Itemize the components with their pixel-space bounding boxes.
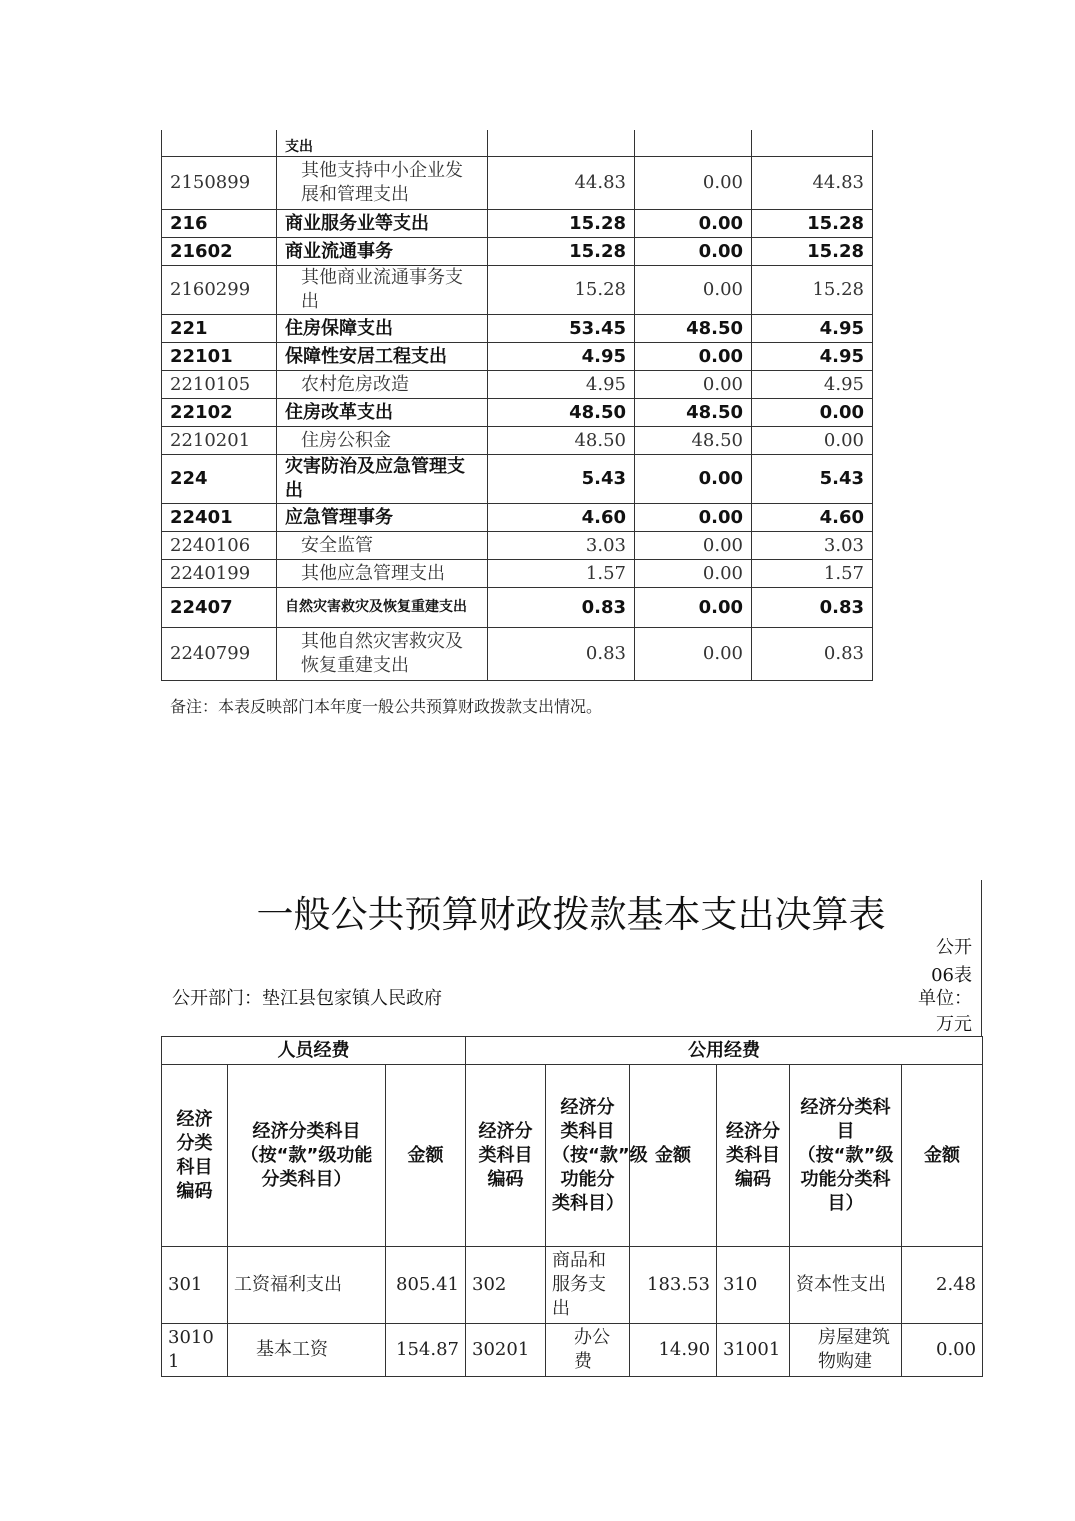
cell-total: 4.60 [488,504,635,532]
cell-amount1: 154.87 [386,1324,466,1377]
cell-name: 其他应急管理支出 [277,560,488,588]
cell-code2: 302 [466,1247,546,1324]
table-row [162,1247,983,1324]
cell-project [752,130,873,157]
table-number: 公开06表 [931,937,972,986]
header-amount3: 金额 [902,1065,983,1247]
cell-project: 4.95 [752,343,873,371]
cell-name: 商业流通事务 [277,238,488,266]
cell-code3: 310 [717,1247,790,1324]
cell-code [162,130,277,157]
cell-project: 15.28 [752,210,873,238]
cell-amount2: 14.90 [630,1324,717,1377]
cell-basic: 0.00 [635,504,752,532]
cell-code: 22102 [162,399,277,427]
table-row [162,588,873,628]
cell-name: 住房公积金 [277,427,488,455]
cell-code: 216 [162,210,277,238]
header-code1: 经济分类科目编码 [162,1065,228,1247]
table-row [162,560,873,588]
cell-name: 其他自然灾害救灾及恢复重建支出 [277,628,488,681]
cell-amount2: 183.53 [630,1247,717,1324]
cell-name: 其他支持中小企业发展和管理支出 [277,157,488,210]
table-row [162,343,873,371]
cell-code: 221 [162,315,277,343]
cell-project: 15.28 [752,266,873,315]
cell-code2: 30201 [466,1324,546,1377]
cell-basic: 48.50 [635,399,752,427]
cell-basic: 48.50 [635,315,752,343]
cell-basic: 48.50 [635,427,752,455]
cell-amount3: 0.00 [902,1324,983,1377]
expenditure-table [161,130,873,681]
cell-total: 1.57 [488,560,635,588]
cell-project: 0.00 [752,399,873,427]
cell-basic: 0.00 [635,266,752,315]
cell-total: 15.28 [488,210,635,238]
cell-total: 5.43 [488,455,635,504]
table-row [162,371,873,399]
group-personnel: 人员经费 [162,1037,466,1065]
cell-total: 15.28 [488,238,635,266]
table-note: 备注：本表反映部门本年度一般公共预算财政拨款支出情况。 [170,697,603,716]
cell-basic: 0.00 [635,588,752,628]
cell-basic: 0.00 [635,628,752,681]
cell-code: 22101 [162,343,277,371]
cell-name: 灾害防治及应急管理支出 [277,455,488,504]
cell-project: 1.57 [752,560,873,588]
cell-total: 4.95 [488,343,635,371]
cell-name: 安全监管 [277,532,488,560]
cell-total: 44.83 [488,157,635,210]
header-name3: 经济分类科目（按“款”级功能分类科目） [790,1065,902,1247]
cell-total: 0.83 [488,628,635,681]
cell-name3: 资本性支出 [790,1247,902,1324]
cell-code: 21602 [162,238,277,266]
table-row [162,157,873,210]
cell-project: 15.28 [752,238,873,266]
cell-total: 3.03 [488,532,635,560]
cell-code: 2240106 [162,532,277,560]
header-name1: 经济分类科目（按“款”级功能分类科目） [228,1065,386,1247]
cell-code: 2150899 [162,157,277,210]
cell-total: 15.28 [488,266,635,315]
cell-name: 住房保障支出 [277,315,488,343]
group-public: 公用经费 [466,1037,983,1065]
cell-total: 4.95 [488,371,635,399]
table-row [162,1324,983,1377]
cell-project: 0.83 [752,588,873,628]
table-row [162,315,873,343]
header-code3: 经济分类科目编码 [717,1065,790,1247]
cell-code: 2210201 [162,427,277,455]
cell-basic: 0.00 [635,238,752,266]
department-label: 公开部门：垫江县包家镇人民政府 [172,988,442,1009]
cell-project: 4.60 [752,504,873,532]
cell-code1: 30101 [162,1324,228,1377]
table-row [162,455,873,504]
cell-project: 5.43 [752,455,873,504]
cell-name: 农村危房改造 [277,371,488,399]
cell-code: 2210105 [162,371,277,399]
table-row [162,238,873,266]
page-border-line [981,880,982,1036]
cell-name: 支出 [277,130,488,157]
cell-name: 应急管理事务 [277,504,488,532]
cell-basic: 0.00 [635,560,752,588]
table-row [162,130,873,157]
cell-name3: 房屋建筑物购建 [790,1324,902,1377]
cell-basic: 0.00 [635,455,752,504]
table-row [162,427,873,455]
cell-name: 商业服务业等支出 [277,210,488,238]
cell-basic: 0.00 [635,157,752,210]
table-row [162,399,873,427]
cell-code1: 301 [162,1247,228,1324]
cell-total: 53.45 [488,315,635,343]
column-header-row [162,1065,983,1247]
cell-total: 48.50 [488,427,635,455]
table-row [162,504,873,532]
cell-name2: 办公费 [546,1324,630,1377]
page-title: 一般公共预算财政拨款基本支出决算表 [256,893,886,936]
unit-label: 单位：万元 [918,988,972,1035]
cell-name1: 基本工资 [228,1324,386,1377]
cell-project: 44.83 [752,157,873,210]
cell-code3: 31001 [717,1324,790,1377]
cell-code: 2240799 [162,628,277,681]
cell-basic: 0.00 [635,371,752,399]
cell-total: 0.83 [488,588,635,628]
cell-name: 自然灾害救灾及恢复重建支出 [277,588,488,628]
cell-amount1: 805.41 [386,1247,466,1324]
cell-name: 保障性安居工程支出 [277,343,488,371]
cell-basic: 0.00 [635,532,752,560]
cell-code: 2240199 [162,560,277,588]
cell-basic: 0.00 [635,210,752,238]
cell-basic [635,130,752,157]
cell-name: 其他商业流通事务支出 [277,266,488,315]
table-row [162,628,873,681]
cell-project: 4.95 [752,315,873,343]
cell-code: 22407 [162,588,277,628]
header-name2: 经济分类科目（按“款”级功能分类科目） [546,1065,630,1247]
group-header-row [162,1037,983,1065]
cell-name: 住房改革支出 [277,399,488,427]
cell-name1: 工资福利支出 [228,1247,386,1324]
cell-code: 224 [162,455,277,504]
cell-code: 2160299 [162,266,277,315]
cell-basic: 0.00 [635,343,752,371]
cell-project: 0.83 [752,628,873,681]
cell-project: 4.95 [752,371,873,399]
cell-name2: 商品和服务支出 [546,1247,630,1324]
table-row [162,532,873,560]
cell-total: 48.50 [488,399,635,427]
header-amount2: 金额 [630,1065,717,1247]
cell-amount3: 2.48 [902,1247,983,1324]
basic-expenditure-table [161,1036,983,1377]
cell-code: 22401 [162,504,277,532]
cell-project: 0.00 [752,427,873,455]
table-row [162,210,873,238]
table-row [162,266,873,315]
header-code2: 经济分类科目编码 [466,1065,546,1247]
header-amount1: 金额 [386,1065,466,1247]
cell-total [488,130,635,157]
cell-project: 3.03 [752,532,873,560]
